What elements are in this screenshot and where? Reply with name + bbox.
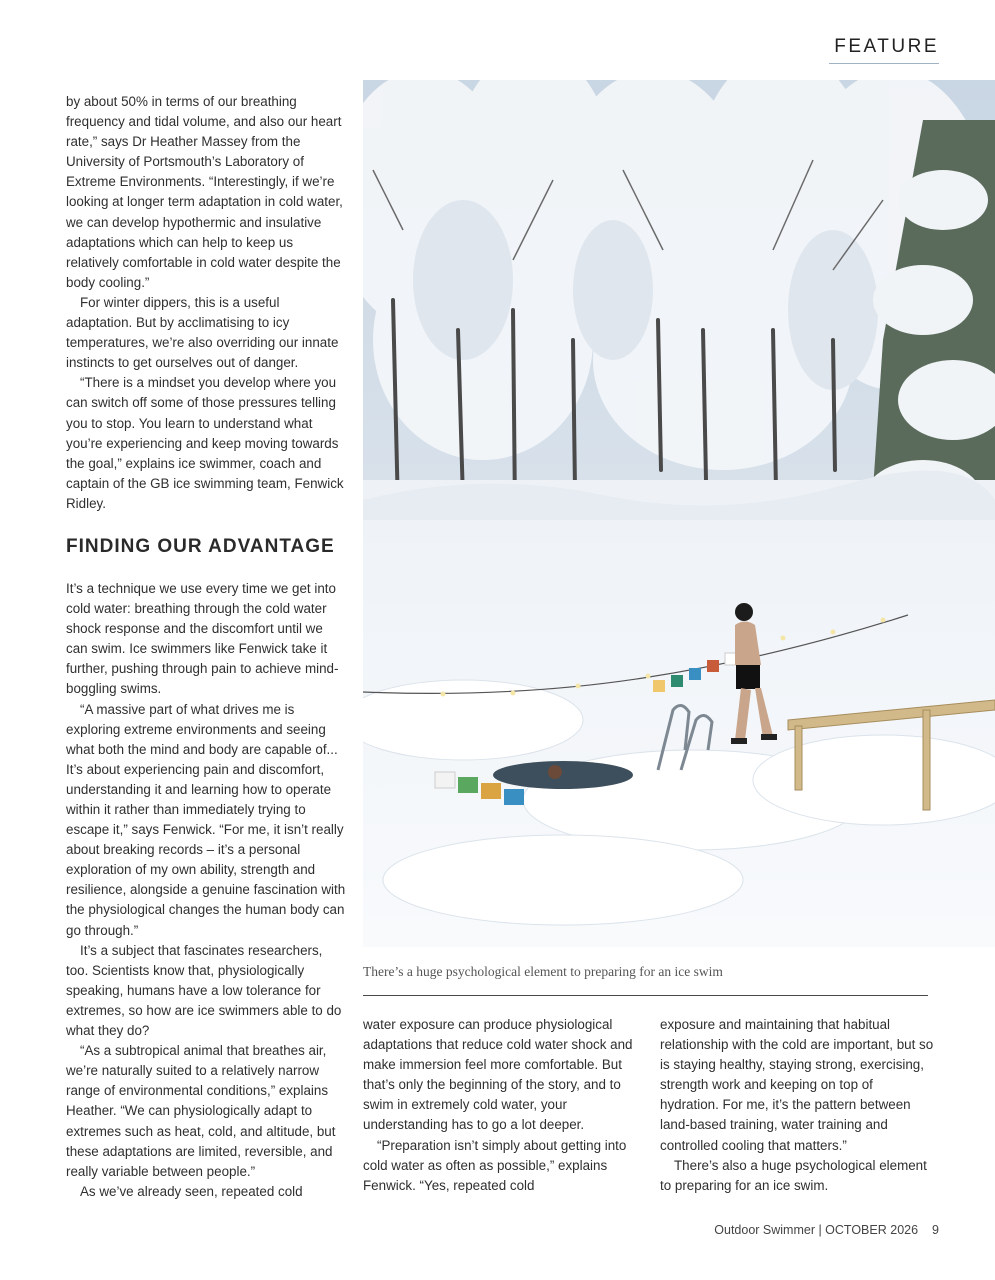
page-footer	[600, 1223, 939, 1237]
body-paragraph: “Preparation isn’t simply about getting into cold water as often as possible,” explains Fenwick. “Yes, repeated cold	[363, 1137, 627, 1193]
body-paragraph: exposure and maintaining that habitual relationship with the cold are important, but so is staying healthy, staying strong, exercising, strength work and keeping on top of hydration. For me, it’s the pattern between land-based training, water training and controlled cooling that matters.”	[660, 1017, 934, 1153]
page-number: 9	[932, 1223, 939, 1237]
body-paragraph: It’s a subject that fascinates researchers, too. Scientists know that, physiologically speaking, humans have a low tolerance for extremes, so how are ice swimmers able to do what they do?	[66, 942, 342, 1039]
subheading: FINDING OUR ADVANTAGE	[66, 535, 335, 557]
section-label: FEATURE	[834, 36, 939, 57]
right-text-column	[660, 1015, 935, 1196]
body-paragraph: “There is a mindset you develop where you can switch off some of those pressures telling you to stop. You learn to understand what you’re experiencing and keep moving towards the goal,” explains ice swimmer, coach and captain of the GB ice swimming team, Fenwick Ridley.	[66, 375, 344, 511]
photo-caption: There’s a huge psychological element to preparing for an ice swim	[363, 964, 723, 979]
body-paragraph: water exposure can produce physiological adaptations that reduce cold water shock and make immersion feel more comfortable. But that’s only the beginning of the story, and to swim in extremely cold water, your understanding has to go a lot deeper.	[363, 1017, 633, 1133]
body-paragraph: “As a subtropical animal that breathes air, we’re naturally suited to a relatively narrow range of environmental conditions,” explains Heather. “We can physiologically adapt to extremes such as heat, cold, and altitude, but these adaptations are limited, reversible, and really variable between people.”	[66, 1043, 336, 1179]
caption-divider	[363, 995, 928, 996]
body-paragraph: There’s also a huge psychological element to preparing for an ice swim.	[660, 1157, 927, 1193]
body-paragraph: As we’ve already seen, repeated cold	[80, 1183, 303, 1199]
body-paragraph: by about 50% in terms of our breathing frequency and tidal volume, and also our heart rate,” says Dr Heather Massey from the University of Portsmouth’s Laboratory of Extreme Environments. “Interestingly, if we’re looking at longer term adaptation in cold water, we can develop hypothermic and insulative adaptations which can help to keep us relatively comfortable in cold water despite the body cooling.”	[66, 94, 343, 290]
left-text-column	[66, 92, 346, 1202]
body-paragraph: For winter dippers, this is a useful adaptation. But by acclimatising to icy temperatures, we’re also overriding our innate instincts to get ourselves out of danger.	[66, 294, 339, 371]
snowy-ice-swim-photo	[363, 80, 995, 947]
body-paragraph: “A massive part of what drives me is exploring extreme environments and seeing what both the mind and body are capable of... It’s about experiencing pain and discomfort, understanding it and learning how to operate within it rather than immediately trying to escape it,” says Fenwick. “For me, it isn’t really about breaking records – it’s a personal exploration of my own ability, strength and resilience, alongside a genuine fascination with the physiological changes the human body can go through.”	[66, 701, 346, 938]
middle-text-column	[363, 1015, 638, 1196]
publication-info: Outdoor Swimmer | OCTOBER 2026	[714, 1223, 919, 1237]
section-rule	[829, 63, 939, 64]
body-paragraph: It’s a technique we use every time we get into cold water: breathing through the cold water shock response and the discomfort until we can swim. Ice swimmers like Fenwick take it further, pushing through pain to achieve mind-boggling swims.	[66, 580, 339, 697]
